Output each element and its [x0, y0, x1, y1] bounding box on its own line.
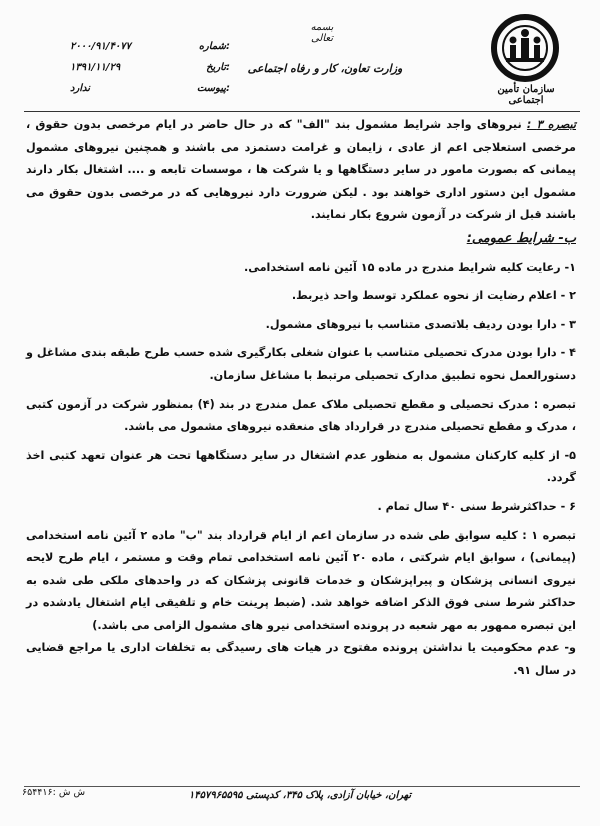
letter-meta: [70, 36, 230, 99]
organization-name: سازمان تأمین اجتماعی: [497, 84, 555, 106]
list-item: ۲ - اعلام رضایت از نحوه عملکرد توسط واحد ذیربط.: [291, 289, 576, 303]
section-title-general-conditions: ب- شرایط عمومی:: [466, 230, 576, 246]
meta-label: تاریخ:: [206, 62, 230, 73]
letter-number: ۲۰۰۰/۹۱/۴۰۷۷: [70, 41, 132, 52]
bismillah: بسمه تعالی: [310, 22, 334, 44]
list-item: ۴ - دارا بودن مدرک تحصیلی متناسب با عنوان شغلی بکارگیری شده حسب طرح طبقه بندی مشاغل و دستورالعمل نحوه تطبیق مدارک تحصیلی مرتبط با مشاغل سازمان.: [26, 346, 576, 382]
letter-attachment: ندارد: [70, 83, 91, 94]
list-item: و- عدم محکومیت یا نداشتن پرونده مفتوح در هیات های رسیدگی به تخلفات اداری یا مراجع قضایی در سال ۹۱.: [26, 641, 576, 678]
note-3: [26, 114, 576, 227]
document-code: ش ش :۶۵۴۴۱۶: [22, 787, 86, 798]
list-item: ۶ - حداکثرشرط سنی ۴۰ سال تمام .: [377, 499, 576, 513]
note-3-text: نیروهای واجد شرایط مشمول بند "الف" که در حال حاضر در ایام مرخصی بدون حقوق ، مرخصی استعلاجی اعم از عادی ، زایمان و غرامت دستمزد می باشند و همچنین نیروهای مشمول پیمانی که بصورت مامور در سایر دستگاهها و یا شرکت ها ، موسسات تابعه و .... اشتغال بکار دارند مشمول این دستور اداری خواهند بود . لیکن ضرورت دارد نیروهایی که در مرخصی بدون حقوق می باشند قبل از شرکت در آزمون شروع بکار نمایند.: [26, 118, 576, 222]
note-3-label: تبصره ۳ :: [526, 118, 577, 131]
ministry-name: وزارت تعاون، کار و رفاه اجتماعی: [247, 62, 403, 75]
footer-divider: [24, 786, 580, 787]
meta-label: شماره:: [198, 41, 230, 52]
footer-address: تهران، خیابان آزادی، پلاک ۳۴۵، کدپستی ۱۴۵۷۹۶۵۵۹۵: [188, 790, 412, 801]
list-item: ۱- رعایت کلیه شرایط مندرج در ماده ۱۵ آئین نامه استخدامی.: [244, 260, 576, 274]
letter-body: [26, 114, 576, 683]
list-item: ۵- از کلیه کارکنان مشمول به منظور عدم اشتغال در سایر دستگاهها تحت هر عنوان تعهد کتبی اخذ گردد.: [26, 448, 576, 485]
list-item: تبصره ۱ : کلیه سوابق طی شده در سازمان اعم از ایام قرارداد بند "ب" ماده ۲ آئین نامه استخدامی (پیمانی) ، سوابق ایام شرکتی ، ماده ۲۰ آئین نامه استخدامی تمام وقت و مستمر ، ایام طرح لایحه نیروی انسانی پزشکان و پیراپزشکان و خدمات قانونی پزشکان که در واحدهای ملکی طی شده به حداکثر شرط سنی فوق الذکر اضافه خواهد شد. (ضبط پرینت خام و تلفیقی ایام اشتغال یادشده در این تبصره ممهور به مهر شعبه در پرونده استخدامی نیرو های مشمول الزامی می باشد.): [26, 528, 577, 632]
header-divider: [24, 111, 580, 112]
meta-label: پیوست:: [196, 83, 230, 94]
meta-row-date: [70, 57, 230, 78]
letter-date: ۱۳۹۱/۱۱/۲۹: [70, 62, 121, 73]
list-item: ۳ - دارا بودن ردیف بلاتصدی متناسب با نیروهای مشمول.: [265, 317, 576, 331]
meta-row-attachment: [70, 78, 230, 99]
meta-row-number: [70, 36, 230, 57]
list-item: تبصره : مدرک تحصیلی و مقطع تحصیلی ملاک عمل مندرج در بند (۴) بمنظور شرکت در آزمون کتبی ، مدرک و مقطع تحصیلی مندرج در قرارداد های منعقده نیروهای مشمول می باشد.: [26, 397, 576, 434]
